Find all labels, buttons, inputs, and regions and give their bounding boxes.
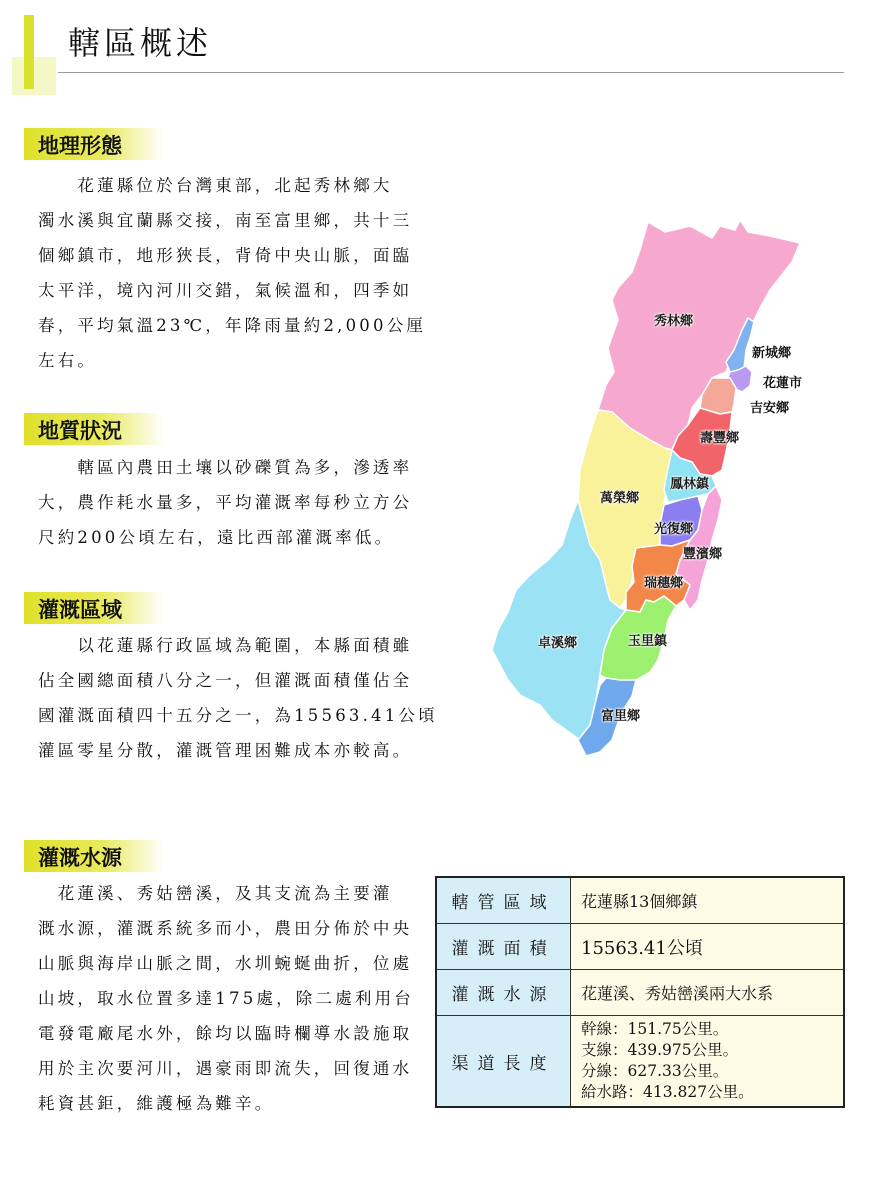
hualien-township-map [480, 205, 820, 765]
row-key: 渠道長度 [436, 1016, 571, 1108]
text-line: 尺約200公頃左右，遠比西部灌溉率低。 [38, 528, 395, 547]
map-label-yuli: 玉里鎮 [628, 634, 668, 649]
paragraph-geology [38, 450, 413, 555]
paragraph-geography [38, 168, 427, 378]
map-label-shoufeng: 壽豐鄉 [700, 431, 740, 446]
map-label-fengbin: 豐濱鄉 [683, 547, 723, 562]
title-accent-bar [24, 15, 34, 89]
channel-length-trunk: 幹線：151.75公里。 [581, 1020, 729, 1038]
map-label-xiulin: 秀林鄉 [654, 314, 694, 329]
map-label-hualien-city: 花蓮市 [763, 376, 803, 391]
row-value: 花蓮溪、秀姑巒溪兩大水系 [571, 970, 845, 1016]
row-value-channel-lengths [571, 1016, 845, 1108]
row-key: 灌溉面積 [436, 924, 571, 970]
paragraph-water-source [38, 876, 414, 1121]
section-heading-geography [24, 128, 164, 160]
text-line: 左右。 [38, 351, 98, 370]
text-line: 春，平均氣溫23℃，年降雨量約2,000公厘 [38, 316, 427, 335]
map-label-zhuoxi: 卓溪鄉 [538, 636, 578, 651]
text-line: 用於主次要河川，遇豪雨即流失，回復通水 [38, 1059, 413, 1078]
text-line: 花蓮縣位於台灣東部，北起秀林鄉大 [38, 176, 393, 195]
table-row [436, 1016, 844, 1108]
page-title: 轄區概述 [68, 24, 213, 62]
text-line: 濁水溪與宜蘭縣交接，南至富里鄉，共十三 [38, 211, 413, 230]
text-line: 國灌溉面積四十五分之一，為15563.41公頃 [38, 706, 438, 725]
map-label-fenglin: 鳳林鎮 [670, 477, 710, 492]
row-key: 灌溉水源 [436, 970, 571, 1016]
text-line: 佔全國總面積八分之一，但灌溉面積僅佔全 [38, 671, 413, 690]
map-label-jian: 吉安鄉 [750, 401, 790, 416]
text-line: 耗資甚鉅，維護極為難辛。 [38, 1094, 275, 1113]
section-heading-label: 地質狀況 [38, 419, 122, 443]
section-heading-label: 灌溉區域 [38, 598, 122, 622]
text-line: 電發電廠尾水外，餘均以臨時欄導水設施取 [38, 1024, 413, 1043]
text-line: 山坡，取水位置多達175處，除二處利用台 [38, 989, 414, 1008]
table-row [436, 924, 844, 970]
text-line: 花蓮溪、秀姑巒溪，及其支流為主要灌 [38, 884, 393, 903]
text-line: 以花蓮縣行政區域為範圍，本縣面積雖 [38, 636, 413, 655]
text-line: 溉水源，灌溉系統多而小，農田分佈於中央 [38, 919, 413, 938]
map-label-xincheng: 新城鄉 [752, 346, 792, 361]
title-divider [58, 72, 844, 73]
map-label-fuli: 富里鄉 [601, 709, 641, 724]
text-line: 山脈與海岸山脈之間，水圳蜿蜒曲折，位處 [38, 954, 413, 973]
map-graphic [480, 205, 820, 765]
text-line: 大，農作耗水量多，平均灌溉率每秒立方公 [38, 493, 413, 512]
text-line: 灌區零星分散，灌溉管理困難成本亦較高。 [38, 741, 413, 760]
map-label-guangfu: 光復鄉 [654, 522, 694, 537]
table-row [436, 970, 844, 1016]
table-row [436, 877, 844, 924]
title-accent-block [12, 57, 56, 95]
summary-table [435, 876, 845, 1108]
map-label-ruisui: 瑞穗鄉 [644, 576, 684, 591]
section-heading-geology [24, 413, 164, 445]
channel-length-sub: 分線：627.33公里。 [581, 1062, 729, 1080]
text-line: 太平洋，境內河川交錯，氣候溫和，四季如 [38, 281, 413, 300]
section-heading-water-source [24, 840, 164, 872]
row-value: 花蓮縣13個鄉鎮 [571, 877, 845, 924]
paragraph-irrigation-area [38, 628, 438, 768]
channel-length-branch: 支線：439.975公里。 [581, 1041, 739, 1059]
section-heading-label: 灌溉水源 [38, 846, 122, 870]
channel-length-feeder: 給水路：413.827公里。 [581, 1083, 754, 1101]
row-key: 轄管區域 [436, 877, 571, 924]
map-label-wanrong: 萬榮鄉 [600, 491, 640, 506]
text-line: 個鄉鎮市，地形狹長，背倚中央山脈，面臨 [38, 246, 413, 265]
section-heading-irrigation-area [24, 592, 164, 624]
section-heading-label: 地理形態 [38, 134, 122, 158]
text-line: 轄區內農田土壤以砂礫質為多，滲透率 [38, 458, 413, 477]
row-value: 15563.41公頃 [571, 924, 845, 970]
